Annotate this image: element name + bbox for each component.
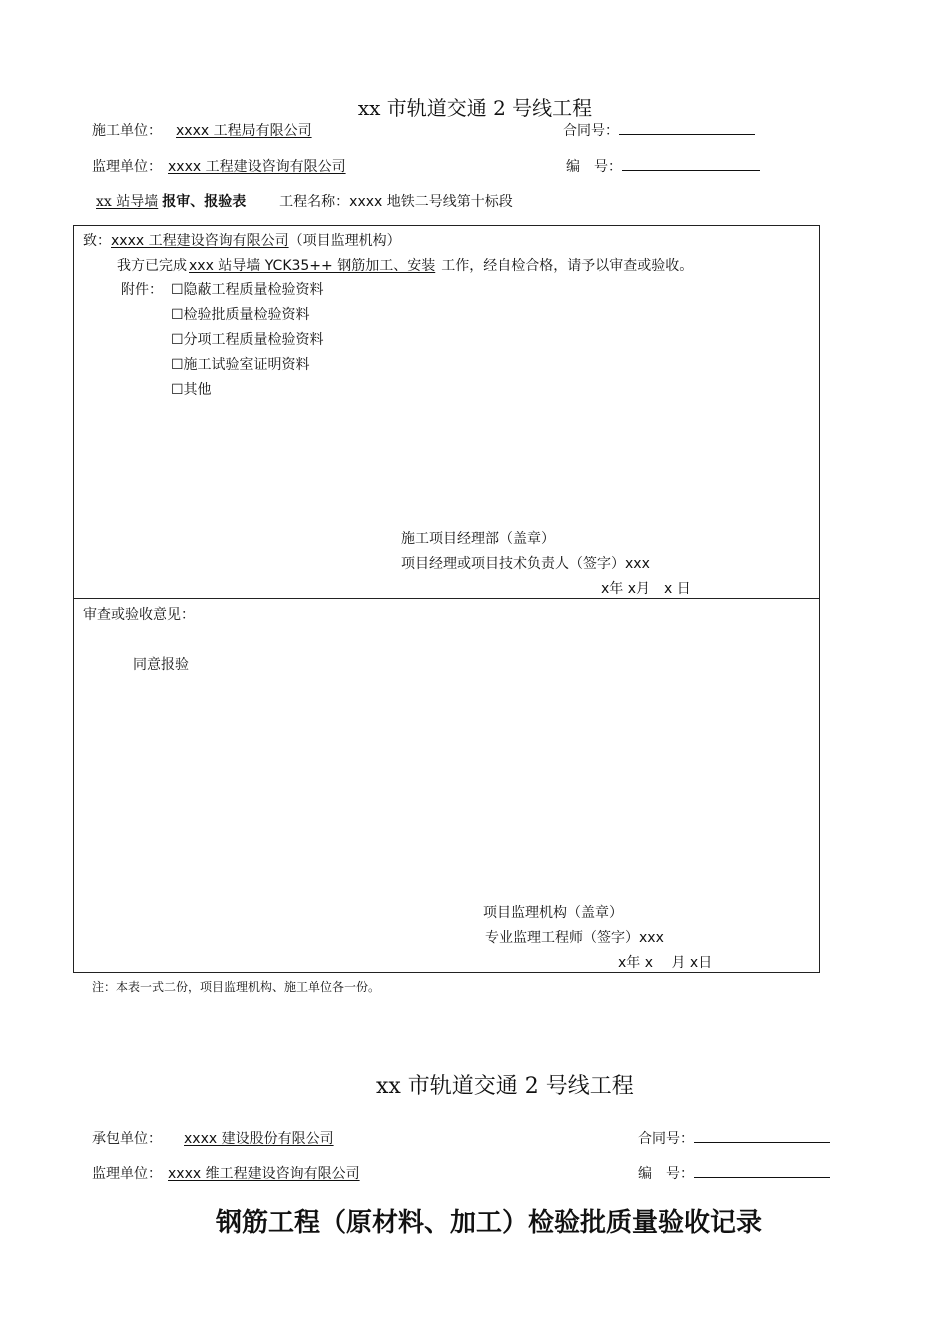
serial-label: 编 号： (638, 1166, 694, 1182)
attachment-checkbox-2[interactable]: ☐检验批质量检验资料 (171, 307, 310, 323)
contractor-dept-stamp: 施工项目经理部（盖章） (401, 531, 555, 547)
contract-no-field[interactable] (694, 1128, 830, 1143)
contractor-label: 承包单位： (92, 1131, 162, 1147)
doc2-title: xx 市轨道交通 2 号线工程 (376, 1074, 634, 1099)
doc1-contract-no-row (563, 120, 755, 140)
attachment-checkbox-3[interactable]: ☐分项工程质量检验资料 (171, 332, 324, 348)
contract-no-field[interactable] (619, 120, 755, 135)
doc2-supervisor-row (92, 1163, 366, 1183)
doc2-serial-row (638, 1163, 830, 1183)
statement-suffix: 工作，经自检合格，请予以审查或验收。 (441, 258, 694, 274)
to-value: xxxx 工程建设咨询有限公司 (111, 233, 289, 249)
manager-signature: 项目经理或项目技术负责人（签字）xxx (401, 556, 650, 572)
contract-no-label: 合同号： (638, 1131, 694, 1147)
attachment-checkbox-1[interactable]: ☐隐蔽工程质量检验资料 (171, 282, 324, 298)
footnote: 注：本表一式二份，项目监理机构、施工单位各一份。 (92, 980, 381, 994)
to-label: 致： (83, 233, 111, 249)
contractor-value: xxxx 建设股份有限公司 (184, 1131, 334, 1147)
supervisor-value: xxxx 工程建设咨询有限公司 (168, 159, 346, 175)
doc2-contractor-row (92, 1128, 356, 1148)
form-title: 报审、报验表 (162, 194, 247, 210)
supervisor-value: xxxx 维工程建设咨询有限公司 (168, 1166, 360, 1182)
date-2: x年 x 月 x日 (618, 955, 713, 971)
to-row (83, 230, 401, 250)
contractor-value: xxxx 工程局有限公司 (176, 123, 312, 139)
doc2-contract-no-row (638, 1128, 830, 1148)
attachments-label: 附件： (121, 282, 163, 298)
attachment-checkbox-5[interactable]: ☐其他 (171, 382, 212, 398)
statement-row (117, 255, 693, 275)
serial-label: 编 号： (566, 159, 622, 175)
engineer-signature: 专业监理工程师（签字）xxx (485, 930, 664, 946)
contract-no-label: 合同号： (563, 123, 619, 139)
project-name-value: xxxx 地铁二号线第十标段 (349, 194, 513, 210)
review-label: 审查或验收意见： (83, 607, 195, 623)
serial-field[interactable] (694, 1163, 830, 1178)
record-title: 钢筋工程（原材料、加工）检验批质量验收记录 (216, 1208, 763, 1238)
table-divider (73, 598, 820, 599)
doc1-supervisor-row (92, 156, 352, 176)
project-name-label: 工程名称： (279, 194, 350, 210)
serial-field[interactable] (622, 156, 760, 171)
doc1-form-title-row (92, 191, 513, 211)
attachment-checkbox-4[interactable]: ☐施工试验室证明资料 (171, 357, 310, 373)
supervisor-label: 监理单位： (92, 159, 162, 175)
to-suffix: （项目监理机构） (288, 233, 401, 249)
supervisor-label: 监理单位： (92, 1166, 162, 1182)
review-value: 同意报验 (133, 657, 189, 673)
date-1: x年 x月 x 日 (601, 581, 691, 597)
doc1-contractor-row (92, 120, 326, 140)
statement-work: xxx 站导墙 YCK35++ 钢筋加工、安装 (189, 258, 436, 274)
supervision-org-stamp: 项目监理机构（盖章） (483, 905, 623, 921)
statement-prefix: 我方已完成 (117, 258, 187, 274)
form-subject: xx 站导墙 (96, 194, 159, 210)
contractor-label: 施工单位： (92, 123, 162, 139)
doc1-serial-row (566, 156, 760, 176)
doc1-title: xx 市轨道交通 2 号线工程 (357, 96, 593, 120)
